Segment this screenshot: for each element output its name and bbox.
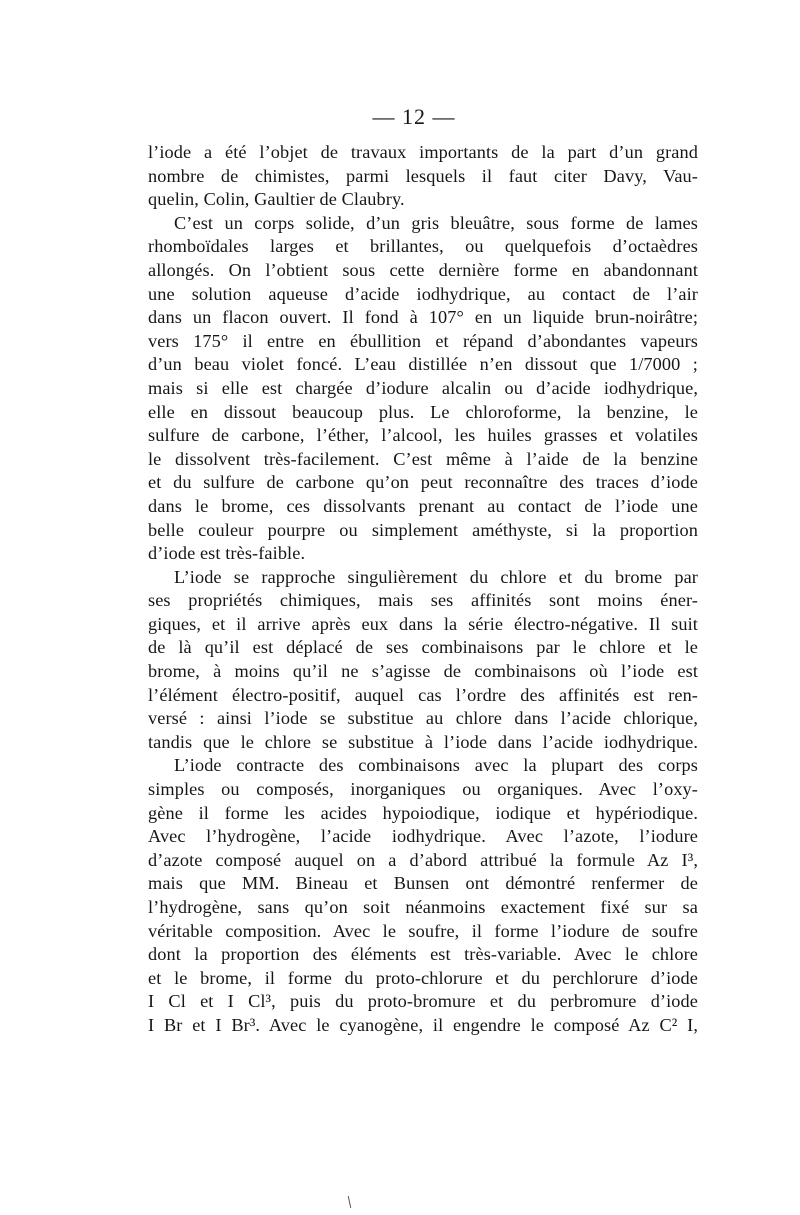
text-line: mais si elle est chargée d’iodure alcalin ou d’acide iodhydrique, <box>148 377 698 398</box>
text-line: l’iode a été l’objet de travaux importants de la part d’un grand <box>148 142 698 162</box>
text-line: sulfure de carbone, l’éther, l’alcool, les huiles grasses et volatiles <box>148 425 698 446</box>
paragraph-3 <box>148 566 698 755</box>
text-line: tandis que le chlore se substitue à l’iode dans l’acide iodhydrique. <box>148 731 698 752</box>
page-number: — 12 — <box>372 104 456 129</box>
paragraph-4 <box>148 754 698 1037</box>
text-line: I Cl et I Cl³, puis du proto-bromure et du perbromure d’iode <box>148 991 698 1012</box>
scan-speck <box>348 1196 351 1208</box>
text-line: véritable composition. Avec le soufre, il forme l’iodure de soufre <box>148 920 698 941</box>
text-line: dans un flacon ouvert. Il fond à 107° en un liquide brun-noirâtre; <box>148 307 698 328</box>
text-line: dont la proportion des éléments est très-variable. Avec le chlore <box>148 944 698 965</box>
text-line: une solution aqueuse d’acide iodhydrique, au contact de l’air <box>148 283 698 304</box>
text-line: L’iode contracte des combinaisons avec la plupart des corps <box>174 755 698 776</box>
text-line: Avec l’hydrogène, l’acide iodhydrique. Avec l’azote, l’iodure <box>148 826 698 847</box>
text-line: d’iode est très-faible. <box>148 543 306 564</box>
text-line: L’iode se rapproche singulièrement du chlore et du brome par <box>174 566 698 587</box>
text-line: l’hydrogène, sans qu’on soit néanmoins exactement fixé sur sa <box>148 897 698 917</box>
text-line: giques, et il arrive après eux dans la série électro-négative. Il suit <box>148 613 698 634</box>
body-text <box>148 141 698 1038</box>
text-line: de là qu’il est déplacé de ses combinaisons par le chlore et le <box>148 637 698 658</box>
paragraph-1 <box>148 141 698 212</box>
text-line: vers 175° il entre en ébullition et répand d’abondantes vapeurs <box>148 330 698 351</box>
text-line: dans le brome, ces dissolvants prenant au contact de l’iode une <box>148 495 698 516</box>
text-line: belle couleur pourpre ou simplement améthyste, si la proportion <box>148 519 698 540</box>
text-line: C’est un corps solide, d’un gris bleuâtre, sous forme de lames <box>174 212 698 233</box>
paragraph-2 <box>148 212 698 566</box>
text-line: quelin, Colin, Gaultier de Claubry. <box>148 189 405 210</box>
text-line: l’élément électro-positif, auquel cas l’ordre des affinités est ren- <box>148 684 698 705</box>
text-line: simples ou composés, inorganiques ou organiques. Avec l’oxy- <box>148 779 698 800</box>
text-line: rhomboïdales larges et brillantes, ou quelquefois d’octaèdres <box>148 236 698 257</box>
text-line: ses propriétés chimiques, mais ses affinités sont moins éner- <box>148 590 698 611</box>
text-line: brome, à moins qu’il ne s’agisse de combinaisons où l’iode est <box>148 661 698 682</box>
text-line: I Br et I Br³. Avec le cyanogène, il engendre le composé Az C² I, <box>148 1014 698 1035</box>
text-line: elle en dissout beaucoup plus. Le chloroforme, la benzine, le <box>148 401 698 422</box>
text-line: mais que MM. Bineau et Bunsen ont démontré renfermer de <box>148 873 698 894</box>
text-line: d’azote composé auquel on a d’abord attribué la formule Az I³, <box>148 849 698 870</box>
text-line: versé : ainsi l’iode se substitue au chlore dans l’acide chlorique, <box>148 708 698 729</box>
text-line: allongés. On l’obtient sous cette dernière forme en abandonnant <box>148 259 698 280</box>
text-line: et le brome, il forme du proto-chlorure et du perchlorure d’iode <box>148 967 698 988</box>
text-line: nombre de chimistes, parmi lesquels il faut citer Davy, Vau- <box>148 165 698 186</box>
text-line: gène il forme les acides hypoiodique, iodique et hypériodique. <box>148 802 698 823</box>
text-line: et du sulfure de carbone qu’on peut reconnaître des traces d’iode <box>148 472 698 493</box>
text-line: le dissolvent très-facilement. C’est même à l’aide de la benzine <box>148 448 698 469</box>
text-line: d’un beau violet foncé. L’eau distillée n’en dissout que 1/7000 ; <box>148 354 698 375</box>
